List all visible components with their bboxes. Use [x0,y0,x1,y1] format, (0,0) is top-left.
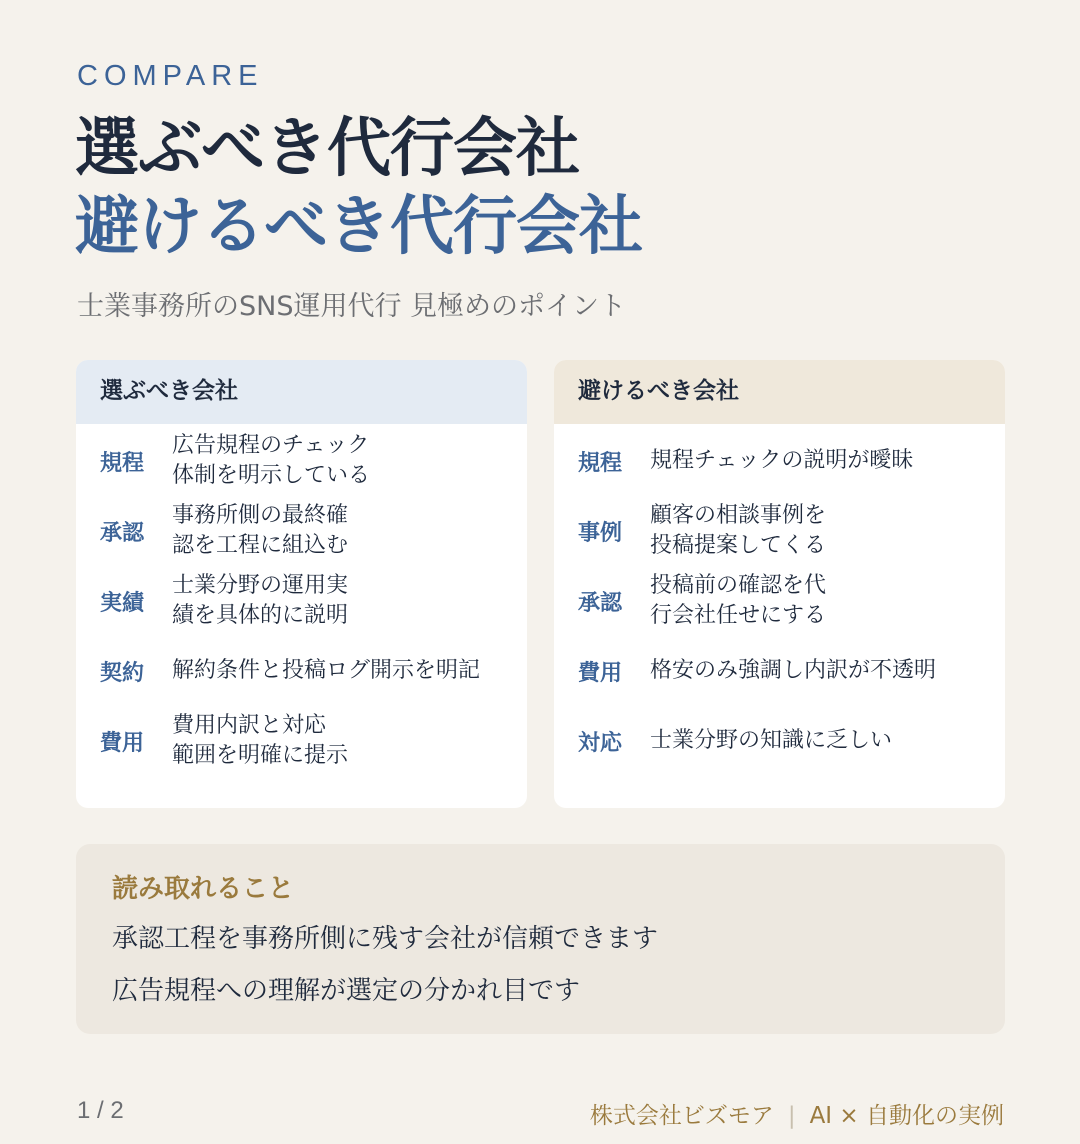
row-tag: 承認 [578,590,623,616]
summary-box [76,844,1005,1034]
row-text: 顧客の相談事例を 投稿提案してくる [650,503,827,558]
avoid-row [554,711,1005,771]
recommended-row [76,571,527,631]
row-text: 解約条件と投稿ログ開示を明記 [172,658,481,683]
footer-tagline: AI × 自動化の実例 [809,1103,1004,1129]
row-tag: 費用 [578,660,623,686]
page-indicator: 1 / 2 [77,1097,124,1124]
row-text: 規程チェックの説明が曖昧 [650,448,914,473]
row-tag: 事例 [578,520,623,546]
recommended-row [76,431,527,491]
row-text: 広告規程のチェック 体制を明示している [172,433,371,488]
recommended-row [76,501,527,561]
footer-credit [590,1097,1004,1130]
summary-title: 読み取れること [112,874,295,904]
row-tag: 費用 [100,730,145,756]
avoid-row [554,641,1005,701]
avoid-row [554,431,1005,491]
avoid-row [554,571,1005,631]
row-text: 士業分野の知識に乏しい [650,728,893,753]
page-title-avoid: 避けるべき代行会社 [75,190,642,264]
row-text: 費用内訳と対応 範囲を明確に提示 [172,713,349,768]
summary-line: 承認工程を事務所側に残す会社が信頼できます [112,924,659,954]
company-name: 株式会社ビズモア [589,1103,774,1129]
row-tag: 実績 [100,590,145,616]
eyebrow-label: COMPARE [77,60,264,92]
recommended-row [76,641,527,701]
recommended-card-title: 選ぶべき会社 [76,360,527,424]
row-text: 格安のみ強調し内訳が不透明 [650,658,937,683]
avoid-row [554,501,1005,561]
recommended-company-card [76,360,527,808]
footer-separator: | [787,1103,796,1129]
row-tag: 契約 [100,660,145,686]
row-text: 士業分野の運用実 績を具体的に説明 [172,573,349,628]
row-tag: 対応 [578,730,623,756]
page-subtitle: 士業事務所のSNS運用代行 見極めのポイント [77,291,627,322]
row-text: 投稿前の確認を代 行会社任せにする [650,573,827,628]
recommended-row [76,711,527,771]
row-tag: 規程 [100,450,145,476]
avoid-card-title: 避けるべき会社 [554,360,1005,424]
row-text: 事務所側の最終確 認を工程に組込む [172,503,349,558]
row-tag: 規程 [578,450,623,476]
summary-line: 広告規程への理解が選定の分かれ目です [112,976,581,1006]
row-tag: 承認 [100,520,145,546]
avoid-company-card [554,360,1005,808]
page-title-recommended: 選ぶべき代行会社 [75,112,579,186]
